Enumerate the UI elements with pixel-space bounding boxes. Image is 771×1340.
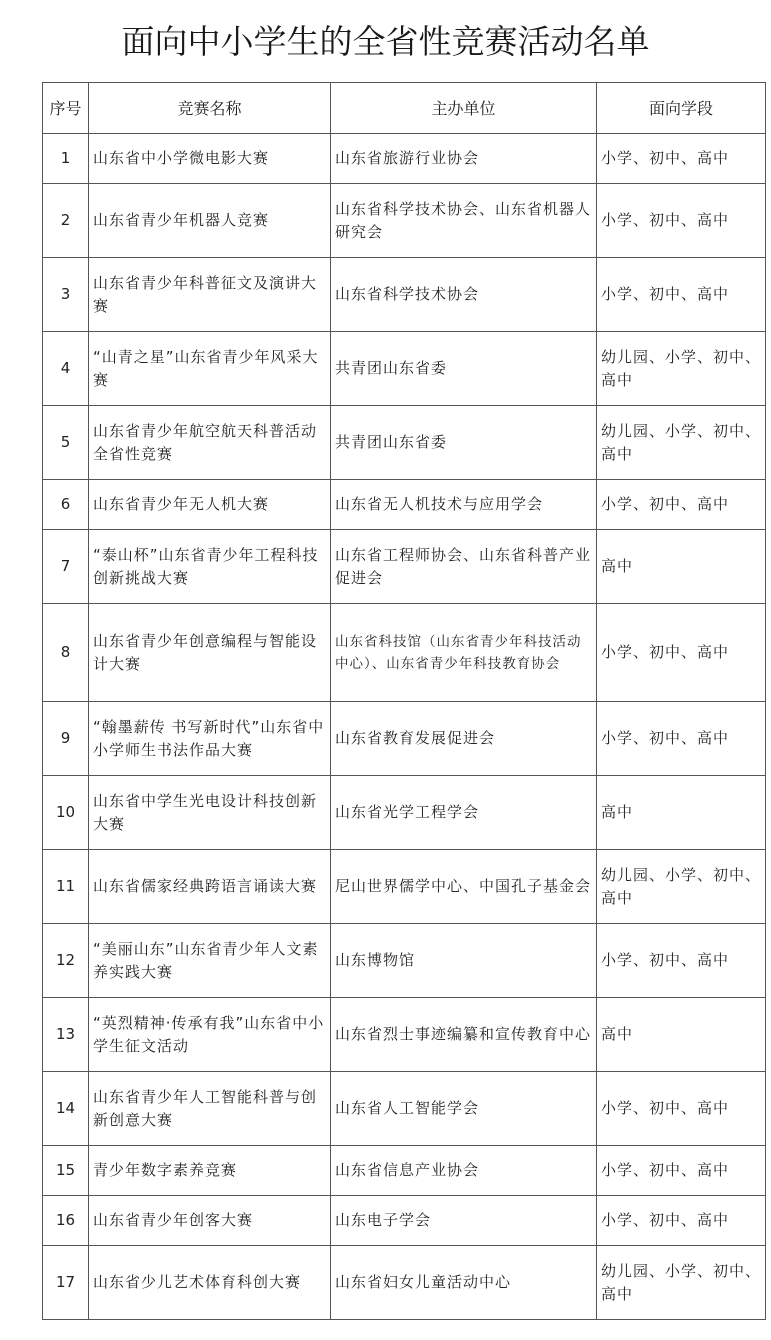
row-organizer: 山东省妇女儿童活动中心 <box>331 1246 597 1320</box>
table-row <box>43 776 766 850</box>
row-level: 小学、初中、高中 <box>597 184 766 258</box>
row-organizer: 山东电子学会 <box>331 1196 597 1246</box>
row-competition-name: 山东省中学生光电设计科技创新大赛 <box>89 776 331 850</box>
table-row <box>43 480 766 530</box>
row-competition-name: 青少年数字素养竞赛 <box>89 1146 331 1196</box>
row-organizer: 山东省工程师协会、山东省科普产业促进会 <box>331 530 597 604</box>
row-organizer: 山东省信息产业协会 <box>331 1146 597 1196</box>
row-level: 小学、初中、高中 <box>597 604 766 702</box>
row-level: 幼儿园、小学、初中、高中 <box>597 406 766 480</box>
row-index: 4 <box>43 332 89 406</box>
row-competition-name: 山东省儒家经典跨语言诵读大赛 <box>89 850 331 924</box>
row-level: 幼儿园、小学、初中、高中 <box>597 850 766 924</box>
page-title: 面向中小学生的全省性竞赛活动名单 <box>121 22 650 61</box>
table-row <box>43 406 766 480</box>
row-organizer: 山东省旅游行业协会 <box>331 134 597 184</box>
row-competition-name: “翰墨薪传 书写新时代”山东省中小学师生书法作品大赛 <box>89 702 331 776</box>
row-index: 15 <box>43 1146 89 1196</box>
row-organizer: 山东省科技馆（山东省青少年科技活动中心）、山东省青少年科技教育协会 <box>331 604 597 702</box>
row-competition-name: 山东省青少年无人机大赛 <box>89 480 331 530</box>
row-index: 6 <box>43 480 89 530</box>
row-level: 小学、初中、高中 <box>597 134 766 184</box>
row-index: 2 <box>43 184 89 258</box>
row-competition-name: 山东省青少年创意编程与智能设计大赛 <box>89 604 331 702</box>
row-level: 小学、初中、高中 <box>597 258 766 332</box>
row-level: 小学、初中、高中 <box>597 924 766 998</box>
row-index: 17 <box>43 1246 89 1320</box>
row-index: 16 <box>43 1196 89 1246</box>
row-competition-name: 山东省青少年人工智能科普与创新创意大赛 <box>89 1072 331 1146</box>
competition-table <box>42 82 766 1320</box>
row-index: 9 <box>43 702 89 776</box>
row-organizer: 山东省无人机技术与应用学会 <box>331 480 597 530</box>
row-index: 13 <box>43 998 89 1072</box>
table-row <box>43 258 766 332</box>
row-index: 5 <box>43 406 89 480</box>
row-level: 小学、初中、高中 <box>597 480 766 530</box>
row-competition-name: 山东省青少年航空航天科普活动全省性竞赛 <box>89 406 331 480</box>
row-index: 11 <box>43 850 89 924</box>
row-organizer: 山东省烈士事迹编纂和宣传教育中心 <box>331 998 597 1072</box>
table-row <box>43 1072 766 1146</box>
row-competition-name: 山东省中小学微电影大赛 <box>89 134 331 184</box>
table-row <box>43 850 766 924</box>
table-row <box>43 1196 766 1246</box>
row-organizer: 共青团山东省委 <box>331 332 597 406</box>
table-row <box>43 604 766 702</box>
row-competition-name: 山东省青少年创客大赛 <box>89 1196 331 1246</box>
table-header-row <box>43 83 766 134</box>
table-row <box>43 1146 766 1196</box>
row-competition-name: 山东省青少年科普征文及演讲大赛 <box>89 258 331 332</box>
row-index: 7 <box>43 530 89 604</box>
table-row <box>43 184 766 258</box>
table-row <box>43 924 766 998</box>
table-row <box>43 134 766 184</box>
row-index: 8 <box>43 604 89 702</box>
row-level: 幼儿园、小学、初中、高中 <box>597 332 766 406</box>
row-level: 高中 <box>597 998 766 1072</box>
row-index: 3 <box>43 258 89 332</box>
row-level: 小学、初中、高中 <box>597 702 766 776</box>
header-level: 面向学段 <box>597 83 766 134</box>
table-row <box>43 702 766 776</box>
row-level: 小学、初中、高中 <box>597 1072 766 1146</box>
row-competition-name: 山东省少儿艺术体育科创大赛 <box>89 1246 331 1320</box>
row-competition-name: “泰山杯”山东省青少年工程科技创新挑战大赛 <box>89 530 331 604</box>
row-level: 小学、初中、高中 <box>597 1146 766 1196</box>
row-organizer: 共青团山东省委 <box>331 406 597 480</box>
row-index: 12 <box>43 924 89 998</box>
table-row <box>43 1246 766 1320</box>
row-level: 高中 <box>597 776 766 850</box>
header-organizer: 主办单位 <box>331 83 597 134</box>
table-row <box>43 530 766 604</box>
row-organizer: 山东省光学工程学会 <box>331 776 597 850</box>
row-organizer: 山东省科学技术协会 <box>331 258 597 332</box>
row-level: 幼儿园、小学、初中、高中 <box>597 1246 766 1320</box>
row-organizer: 尼山世界儒学中心、中国孔子基金会 <box>331 850 597 924</box>
row-organizer: 山东省科学技术协会、山东省机器人研究会 <box>331 184 597 258</box>
row-organizer: 山东省人工智能学会 <box>331 1072 597 1146</box>
row-organizer: 山东博物馆 <box>331 924 597 998</box>
row-index: 10 <box>43 776 89 850</box>
header-name: 竞赛名称 <box>89 83 331 134</box>
row-organizer: 山东省教育发展促进会 <box>331 702 597 776</box>
row-competition-name: “美丽山东”山东省青少年人文素养实践大赛 <box>89 924 331 998</box>
table-row <box>43 998 766 1072</box>
row-competition-name: 山东省青少年机器人竞赛 <box>89 184 331 258</box>
row-index: 14 <box>43 1072 89 1146</box>
table-row <box>43 332 766 406</box>
row-level: 小学、初中、高中 <box>597 1196 766 1246</box>
row-index: 1 <box>43 134 89 184</box>
row-competition-name: “山青之星”山东省青少年风采大赛 <box>89 332 331 406</box>
header-index: 序号 <box>43 83 89 134</box>
row-level: 高中 <box>597 530 766 604</box>
row-competition-name: “英烈精神·传承有我”山东省中小学生征文活动 <box>89 998 331 1072</box>
